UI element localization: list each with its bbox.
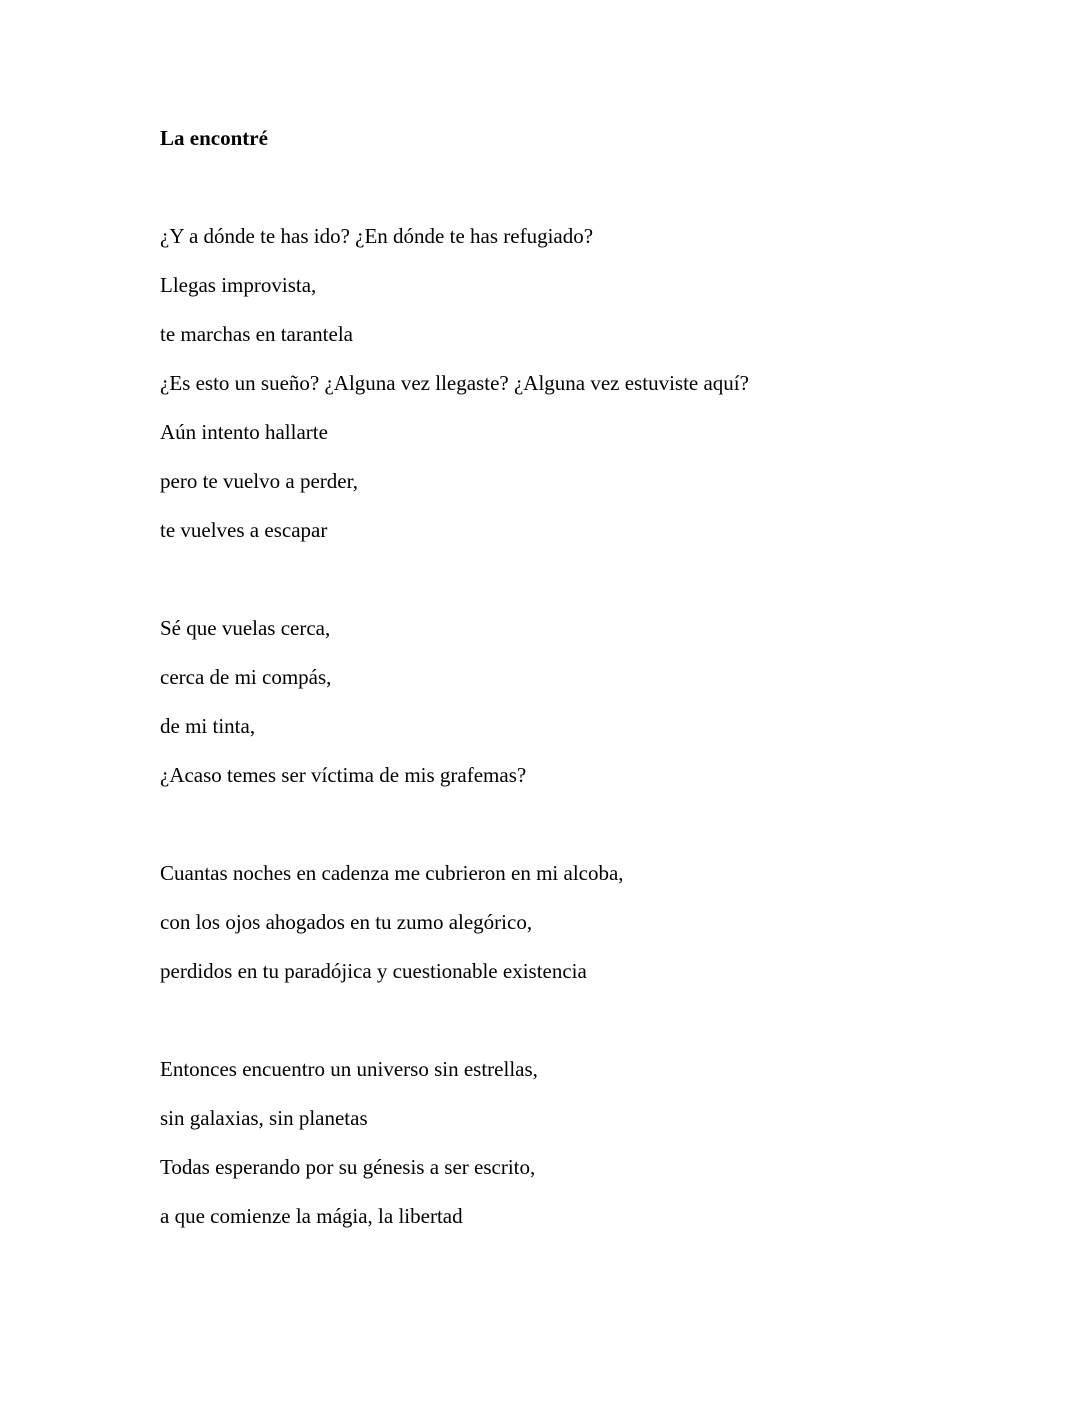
- poem-line: ¿Acaso temes ser víctima de mis grafemas?: [160, 763, 527, 787]
- poem-line: Entonces encuentro un universo sin estrellas,: [160, 1057, 538, 1081]
- poem-line: te vuelves a escapar: [160, 518, 328, 542]
- poem-body: [160, 114, 950, 1241]
- poem-line: de mi tinta,: [160, 714, 256, 738]
- poem-line: Todas esperando por su génesis a ser escrito,: [160, 1155, 536, 1179]
- poem-line: con los ojos ahogados en tu zumo alegórico,: [160, 910, 533, 934]
- poem-line: sin galaxias, sin planetas: [160, 1106, 368, 1130]
- poem-stanza-4: [160, 1045, 950, 1241]
- poem-title: La encontré: [160, 126, 268, 150]
- poem-stanza-2: [160, 604, 950, 800]
- poem-line: pero te vuelvo a perder,: [160, 469, 358, 493]
- poem-line: te marchas en tarantela: [160, 322, 353, 346]
- poem-line: ¿Es esto un sueño? ¿Alguna vez llegaste? ¿Alguna vez estuviste aquí?: [160, 371, 749, 395]
- poem-line: cerca de mi compás,: [160, 665, 332, 689]
- poem-line: perdidos en tu paradójica y cuestionable existencia: [160, 959, 587, 983]
- poem-line: Aún intento hallarte: [160, 420, 328, 444]
- poem-stanza-1: [160, 212, 950, 555]
- poem-line: Llegas improvista,: [160, 273, 317, 297]
- poem-line: Cuantas noches en cadenza me cubrieron en mi alcoba,: [160, 861, 624, 885]
- poem-line: ¿Y a dónde te has ido? ¿En dónde te has refugiado?: [160, 224, 594, 248]
- poem-line: Sé que vuelas cerca,: [160, 616, 331, 640]
- poem-stanza-3: [160, 849, 950, 996]
- poem-line: a que comienze la mágia, la libertad: [160, 1204, 463, 1228]
